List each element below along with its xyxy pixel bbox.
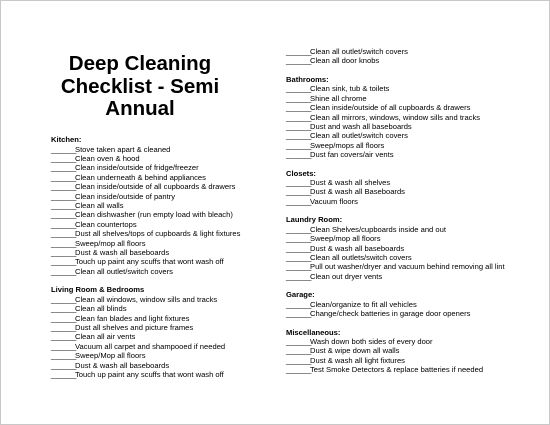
checklist-item: ______ Clean inside/outside of pantry [51,191,176,201]
checklist-item: ______ Clean inside/outside of fridge/freezer [51,163,199,173]
checklist-item: ______ Dust & wash all baseboards [286,243,405,253]
section-heading: Laundry Room: [286,215,343,225]
checklist-item: ______ Clean all outlet/switch covers [51,266,173,276]
spacer [286,319,544,328]
blank-line: ______ [51,163,77,173]
blank-line: ______ [286,121,312,131]
blank-line: ______ [286,103,312,113]
checklist-item: ______ Stove taken apart & cleaned [51,144,171,154]
checklist-item: ______ Shine all chrome [286,93,367,103]
section-heading: Miscellaneous: [286,327,341,337]
checklist-item: ______ Dust & wash all baseboards [51,360,170,370]
checklist-item: ______ Touch up paint any scuffs that wont wash off [51,257,224,267]
blank-line: ______ [286,178,312,188]
blank-line: ______ [51,210,77,220]
blank-line: ______ [51,229,77,239]
blank-line: ______ [51,304,77,314]
checklist-item: ______ Dust all shelves/tops of cupboards & light fixtures [51,229,241,239]
section-living-room-bedrooms [51,285,240,379]
checklist-item: ______ Clean all walls [51,200,124,210]
blank-line: ______ [51,219,77,229]
checklist-item: ______ Clean all door knobs [286,56,380,66]
blank-line: ______ [51,238,77,248]
blank-line: ______ [51,369,77,379]
checklist-item: ______ Clean fan blades and light fixtures [51,313,190,323]
blank-line: ______ [286,309,312,319]
blank-line: ______ [51,200,77,210]
checklist-item: ______ Clean underneath & behind appliances [51,172,206,182]
checklist-item: ______ Change/check batteries in garage door openers [286,309,471,319]
checklist-item: ______ Dust fan covers/air vents [286,150,394,160]
spacer [51,276,240,285]
section-continued [286,47,544,66]
blank-line: ______ [286,56,312,66]
checklist-item: ______ Clean all outlet/switch covers [286,131,408,141]
blank-line: ______ [286,224,312,234]
section-heading: Kitchen: [51,135,82,144]
checklist-item: ______ Sweep/mop all floors [51,238,146,248]
spacer [286,206,544,215]
spacer [286,66,544,75]
blank-line: ______ [286,131,312,141]
checklist-item: ______ Clean all air vents [51,332,136,342]
checklist-item: ______ Dust all shelves and picture frames [51,322,194,332]
checklist-item: ______ Sweep/mop all floors [286,234,381,244]
blank-line: ______ [286,47,312,56]
section-heading: Living Room & Bedrooms [51,285,145,295]
section-miscellaneous [286,328,544,375]
checklist-item: ______ Clean all blinds [51,304,127,314]
checklist-item: ______ Clean oven & hood [51,153,140,163]
checklist-item: ______ Dust & wash all Baseboards [286,187,405,197]
blank-line: ______ [51,247,77,257]
checklist-item: ______ Clean Shelves/cupboards inside and out [286,224,446,234]
spacer [286,281,544,290]
blank-line: ______ [286,365,312,375]
checklist-item: ______ Dust & wash all light fixtures [286,355,405,365]
checklist-item: ______ Clean dishwasher (run empty load with bleach) [51,210,233,220]
checklist-item: ______ Touch up paint any scuffs that wont wash off [51,369,224,379]
left-sections [51,135,240,379]
spacer [286,160,544,169]
blank-line: ______ [51,172,77,182]
checklist-item: ______ Dust & wash all baseboards [51,247,170,257]
section-laundry-room [286,215,544,281]
blank-line: ______ [286,140,312,150]
blank-line: ______ [286,271,312,281]
checklist-item: ______ Dust & wash all shelves [286,178,391,188]
section-heading: Closets: [286,168,316,178]
section-heading: Bathrooms: [286,74,329,84]
section-kitchen [51,135,240,276]
checklist-item: ______ Sweep/Mop all floors [51,351,146,361]
blank-line: ______ [286,196,312,206]
blank-line: ______ [51,360,77,370]
checklist-item: ______ Clean countertops [51,219,137,229]
section-heading: Garage: [286,290,315,300]
blank-line: ______ [51,294,77,304]
blank-line: ______ [51,153,77,163]
checklist-item: ______ Wash down both sides of every door [286,337,433,347]
checklist-item: ______ Clean sink, tub & toilets [286,84,390,94]
blank-line: ______ [286,112,312,122]
blank-line: ______ [51,351,77,361]
blank-line: ______ [51,257,77,267]
checklist-item: ______ Clean/organize to fit all vehicles [286,299,417,309]
checklist-item: ______ Clean out dryer vents [286,271,383,281]
blank-line: ______ [286,346,312,356]
section-bathrooms [286,75,544,160]
checklist-item: ______ Dust & wipe down all walls [286,346,400,356]
checklist-item: ______ Vacuum floors [286,196,358,206]
blank-line: ______ [286,243,312,253]
blank-line: ______ [51,191,77,201]
section-closets [286,169,544,207]
checklist-item: ______ Clean inside/outside of all cupboards & drawers [286,103,471,113]
blank-line: ______ [286,337,312,347]
checklist-item: ______ Clean all mirrors, windows, window sills and tracks [286,112,481,122]
checklist-item: ______ Clean all windows, window sills and tracks [51,294,218,304]
section-garage [286,290,544,318]
blank-line: ______ [286,150,312,160]
blank-line: ______ [51,322,77,332]
blank-line: ______ [286,234,312,244]
blank-line: ______ [51,144,77,154]
checklist-item: ______ Clean inside/outside of all cupboards & drawers [51,182,236,192]
blank-line: ______ [51,332,77,342]
page-title: Deep Cleaning Checklist - Semi Annual [60,52,220,120]
right-column [286,47,544,375]
checklist-item: ______ Sweep/mops all floors [286,140,385,150]
checklist-item: ______ Clean all outlet/switch covers [286,47,408,56]
checklist-item: ______ Pull out washer/dryer and vacuum behind removing all lint [286,262,505,272]
blank-line: ______ [286,84,312,94]
blank-line: ______ [51,341,77,351]
blank-line: ______ [286,299,312,309]
checklist-item: ______ Dust and wash all baseboards [286,121,412,131]
blank-line: ______ [286,253,312,262]
checklist-item: ______ Test Smoke Detectors & replace batteries if needed [286,365,484,375]
blank-line: ______ [286,93,312,103]
checklist-item: ______ Vacuum all carpet and shampooed if needed [51,341,226,351]
blank-line: ______ [51,313,77,323]
blank-line: ______ [51,266,77,276]
blank-line: ______ [286,355,312,365]
blank-line: ______ [51,182,77,192]
checklist-item: ______ Clean all outlets/switch covers [286,253,412,262]
blank-line: ______ [286,262,312,272]
blank-line: ______ [286,187,312,197]
